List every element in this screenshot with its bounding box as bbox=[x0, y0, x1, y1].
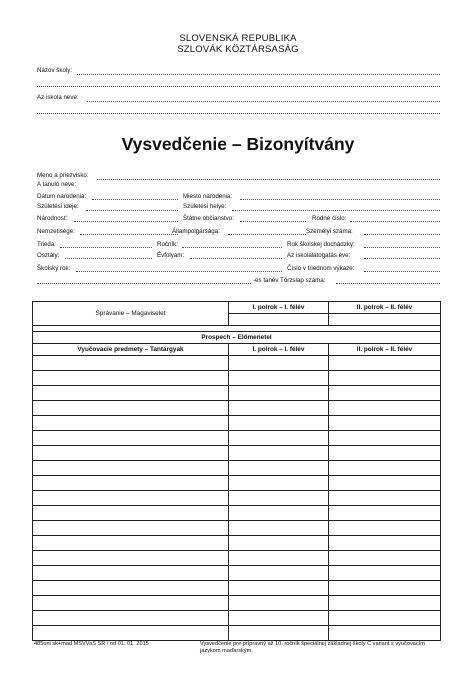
subject-sem2-cell[interactable] bbox=[329, 476, 441, 491]
attendance-field-hu[interactable] bbox=[364, 258, 440, 259]
subject-name-cell[interactable] bbox=[33, 551, 229, 566]
table-row bbox=[33, 302, 441, 314]
subject-sem2-cell[interactable] bbox=[329, 431, 441, 446]
subject-row bbox=[33, 416, 441, 431]
year-field[interactable] bbox=[182, 247, 282, 248]
subject-sem1-cell[interactable] bbox=[229, 461, 329, 476]
subject-sem2-cell[interactable] bbox=[329, 536, 441, 551]
subject-name-cell[interactable] bbox=[33, 371, 229, 386]
subject-sem1-cell[interactable] bbox=[229, 506, 329, 521]
subject-row bbox=[33, 401, 441, 416]
subject-name-cell[interactable] bbox=[33, 431, 229, 446]
subject-row bbox=[33, 506, 441, 521]
nationality-field[interactable] bbox=[74, 221, 178, 222]
subject-row bbox=[33, 491, 441, 506]
class-label: Trieda: bbox=[37, 241, 57, 248]
subject-sem1-cell[interactable] bbox=[229, 401, 329, 416]
subject-sem1-cell[interactable] bbox=[229, 551, 329, 566]
footer-left: 485uni sk+mad MŠVVaŠ SR / od 01. 01. 2015 bbox=[34, 641, 149, 647]
student-name-label: Meno a priezvisko: bbox=[37, 172, 89, 179]
subject-sem2-cell[interactable] bbox=[329, 416, 441, 431]
subject-row bbox=[33, 356, 441, 371]
subject-sem2-cell[interactable] bbox=[329, 461, 441, 476]
subject-sem2-cell[interactable] bbox=[329, 521, 441, 536]
subject-sem1-cell[interactable] bbox=[229, 596, 329, 611]
footer-right-line-1: Vysvedčenie pre prípravný až 10. ročník špeciálnej základnej školy C variant s vyučovacím bbox=[200, 641, 425, 647]
birth-date-field-hu[interactable] bbox=[86, 210, 178, 211]
subject-sem1-cell[interactable] bbox=[229, 536, 329, 551]
class-field-hu[interactable] bbox=[65, 258, 152, 259]
subjects-header: Vyučovacie predmety – Tantárgyak bbox=[33, 344, 229, 356]
subject-sem1-cell[interactable] bbox=[229, 416, 329, 431]
birth-number-label-hu: Személyi száma: bbox=[306, 228, 353, 235]
attendance-label: Rok školskej dochádzky: bbox=[287, 241, 355, 248]
subject-row bbox=[33, 446, 441, 461]
birth-date-label-hu: Születési ideje: bbox=[37, 203, 79, 210]
subject-sem2-cell[interactable] bbox=[329, 551, 441, 566]
subject-sem2-cell[interactable] bbox=[329, 386, 441, 401]
subject-sem2-cell[interactable] bbox=[329, 626, 441, 641]
birth-number-label: Rodné číslo: bbox=[312, 215, 347, 222]
subject-name-cell[interactable] bbox=[33, 596, 229, 611]
subject-sem2-cell[interactable] bbox=[329, 596, 441, 611]
school-year-label-hu: -es tanév Törzslap száma: bbox=[253, 277, 326, 284]
subject-row bbox=[33, 596, 441, 611]
subject-name-cell[interactable] bbox=[33, 416, 229, 431]
subject-sem2-cell[interactable] bbox=[329, 581, 441, 596]
birth-number-field[interactable] bbox=[350, 221, 440, 222]
table-row bbox=[33, 344, 441, 356]
subject-rows bbox=[33, 356, 441, 641]
class-field[interactable] bbox=[60, 247, 152, 248]
page-title: Vysvedčenie – Bizonyítvány bbox=[121, 134, 355, 154]
subject-name-cell[interactable] bbox=[33, 401, 229, 416]
subject-name-cell[interactable] bbox=[33, 566, 229, 581]
school-name-field[interactable] bbox=[77, 74, 440, 75]
subjects-sem2-header: II. polrok – II. félév bbox=[329, 344, 441, 356]
subject-row bbox=[33, 566, 441, 581]
subject-sem1-cell[interactable] bbox=[229, 386, 329, 401]
subject-sem2-cell[interactable] bbox=[329, 356, 441, 371]
header-line-2: SZLOVÁK KÖZTÁRSASÁG bbox=[177, 44, 299, 55]
attendance-label-hu: Az iskolalátogatás éve: bbox=[287, 252, 351, 259]
subject-name-cell[interactable] bbox=[33, 506, 229, 521]
student-name-label-hu: A tanuló neve: bbox=[37, 181, 77, 188]
school-name-label: Názov školy: bbox=[37, 67, 73, 74]
subject-name-cell[interactable] bbox=[33, 446, 229, 461]
school-name-field-2[interactable] bbox=[37, 86, 440, 87]
subject-sem1-cell[interactable] bbox=[229, 446, 329, 461]
subject-sem1-cell[interactable] bbox=[229, 476, 329, 491]
header-line-1: SLOVENSKÁ REPUBLIKA bbox=[179, 33, 297, 44]
birth-date-field[interactable] bbox=[92, 199, 178, 200]
footer-right-line-2: jazykom maďarským. bbox=[200, 648, 253, 654]
behavior-sem1-cell[interactable] bbox=[229, 314, 329, 326]
school-name-label-hu: Az iskola neve: bbox=[37, 94, 79, 101]
behavior-sem2-cell[interactable] bbox=[329, 314, 441, 326]
subject-sem2-cell[interactable] bbox=[329, 506, 441, 521]
subject-sem1-cell[interactable] bbox=[229, 491, 329, 506]
nationality-label-hu: Nemzetisége: bbox=[37, 228, 75, 235]
school-year-field-hu[interactable] bbox=[37, 283, 251, 284]
subject-sem2-cell[interactable] bbox=[329, 446, 441, 461]
sem2-header: II. polrok – II. félév bbox=[329, 302, 441, 314]
year-field-hu[interactable] bbox=[190, 258, 282, 259]
subject-name-cell[interactable] bbox=[33, 461, 229, 476]
subject-name-cell[interactable] bbox=[33, 356, 229, 371]
birth-place-field[interactable] bbox=[240, 199, 440, 200]
birth-date-label: Dátum narodenia: bbox=[37, 193, 87, 200]
birth-place-field-hu[interactable] bbox=[232, 210, 440, 211]
subject-row bbox=[33, 521, 441, 536]
subjects-sem1-header: I. polrok – I. félév bbox=[229, 344, 329, 356]
subject-name-cell[interactable] bbox=[33, 611, 229, 626]
subject-sem1-cell[interactable] bbox=[229, 626, 329, 641]
nationality-label: Národnosť: bbox=[37, 215, 68, 222]
sem1-header: I. polrok – I. félév bbox=[229, 302, 329, 314]
subject-row bbox=[33, 626, 441, 641]
subject-sem1-cell[interactable] bbox=[229, 431, 329, 446]
subject-sem1-cell[interactable] bbox=[229, 356, 329, 371]
subject-sem1-cell[interactable] bbox=[229, 566, 329, 581]
class-label-hu: Osztály: bbox=[37, 252, 60, 259]
subject-name-cell[interactable] bbox=[33, 536, 229, 551]
table-row bbox=[33, 332, 441, 344]
subject-sem2-cell[interactable] bbox=[329, 611, 441, 626]
subject-row bbox=[33, 461, 441, 476]
subject-row bbox=[33, 536, 441, 551]
subject-row bbox=[33, 431, 441, 446]
nationality-field-hu[interactable] bbox=[80, 234, 178, 235]
subject-row bbox=[33, 386, 441, 401]
citizenship-field-hu[interactable] bbox=[228, 234, 306, 235]
subject-row bbox=[33, 611, 441, 626]
citizenship-label: Štátne občianstvo: bbox=[183, 215, 234, 222]
subject-row bbox=[33, 551, 441, 566]
behavior-label: Správanie – Magaviselet bbox=[33, 302, 229, 326]
year-label-hu: Évfolyam: bbox=[157, 252, 185, 259]
birth-place-label: Miesto narodenia: bbox=[183, 193, 233, 200]
grades-table bbox=[32, 301, 441, 641]
subject-row bbox=[33, 581, 441, 596]
register-number-field-hu[interactable] bbox=[336, 283, 440, 284]
subject-sem1-cell[interactable] bbox=[229, 521, 329, 536]
subject-name-cell[interactable] bbox=[33, 626, 229, 641]
subject-sem1-cell[interactable] bbox=[229, 611, 329, 626]
birth-number-field-hu[interactable] bbox=[364, 234, 440, 235]
citizenship-field[interactable] bbox=[240, 221, 306, 222]
birth-place-label-hu: Születési helye: bbox=[183, 203, 227, 210]
student-name-field[interactable] bbox=[97, 179, 440, 180]
subject-sem1-cell[interactable] bbox=[229, 581, 329, 596]
year-label: Ročník: bbox=[157, 241, 178, 248]
progress-header: Prospech – Előmenetel bbox=[33, 332, 441, 344]
school-year-field[interactable] bbox=[76, 271, 282, 272]
subject-sem2-cell[interactable] bbox=[329, 401, 441, 416]
subject-sem2-cell[interactable] bbox=[329, 566, 441, 581]
attendance-field[interactable] bbox=[364, 247, 440, 248]
register-number-field[interactable] bbox=[364, 271, 440, 272]
subject-row bbox=[33, 476, 441, 491]
school-year-label: Školský rok: bbox=[37, 265, 71, 272]
subject-name-cell[interactable] bbox=[33, 386, 229, 401]
school-name-field-hu[interactable] bbox=[87, 101, 440, 102]
citizenship-label-hu: Állampolgársága: bbox=[172, 228, 220, 235]
subject-sem2-cell[interactable] bbox=[329, 371, 441, 386]
school-name-field-hu-2[interactable] bbox=[37, 113, 440, 114]
subject-sem1-cell[interactable] bbox=[229, 371, 329, 386]
subject-name-cell[interactable] bbox=[33, 491, 229, 506]
subject-name-cell[interactable] bbox=[33, 476, 229, 491]
register-number-label: Číslo v triednom výkaze: bbox=[287, 265, 355, 272]
subject-name-cell[interactable] bbox=[33, 581, 229, 596]
subject-sem2-cell[interactable] bbox=[329, 491, 441, 506]
subject-name-cell[interactable] bbox=[33, 521, 229, 536]
subject-row bbox=[33, 371, 441, 386]
